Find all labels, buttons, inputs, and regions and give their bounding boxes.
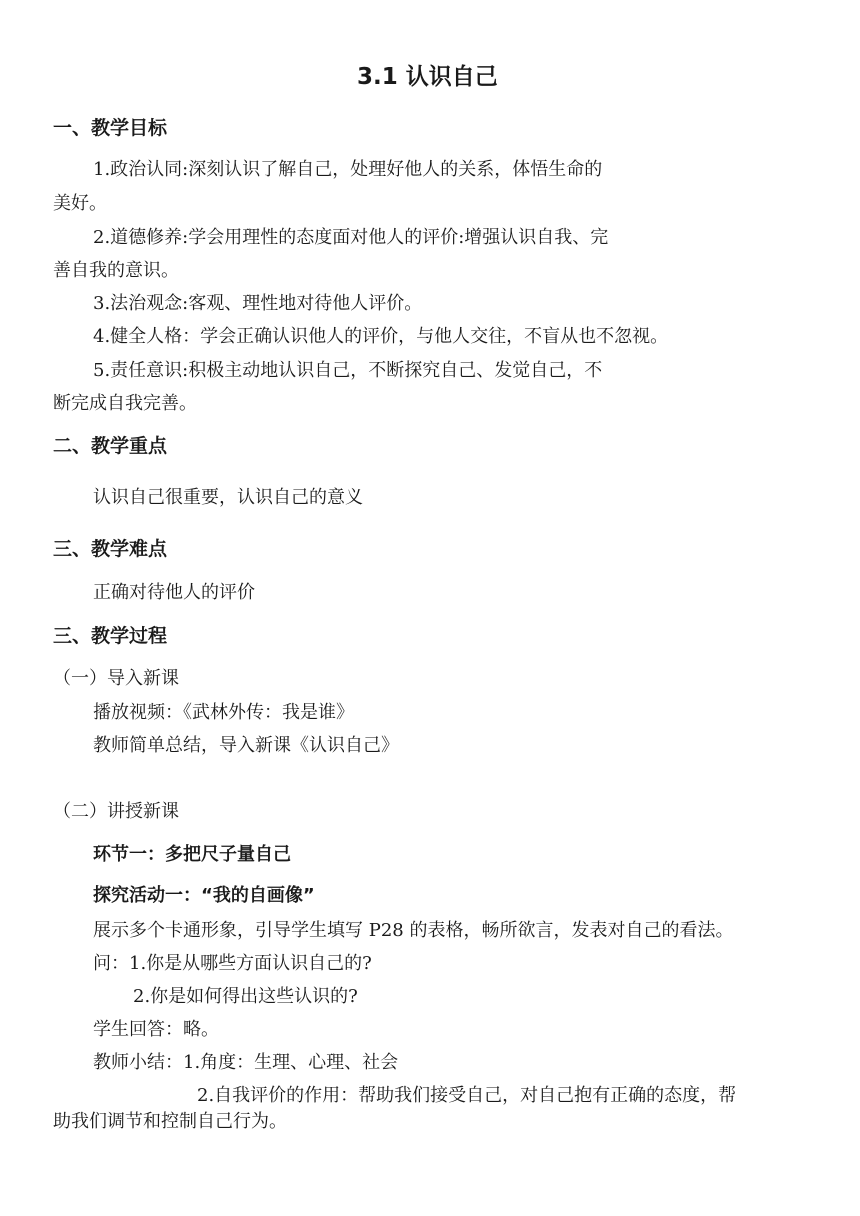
goal-1-line-1: 1.政治认同:深刻认识了解自己，处理好他人的关系，体悟生命的	[93, 159, 603, 180]
student-answer: 学生回答：略。	[93, 1019, 219, 1040]
difficulties-text: 正确对待他人的评价	[93, 582, 255, 603]
activity-text: 展示多个卡通形象，引导学生填写 P28 的表格，畅所欲言，发表对自己的看法。	[93, 920, 734, 941]
segment-title: 环节一：多把尺子量自己	[93, 844, 291, 865]
section-heading-difficulties: 三、教学难点	[53, 538, 168, 560]
goal-2-line-2: 善自我的意识。	[53, 260, 179, 281]
intro-label: （一）导入新课	[53, 668, 179, 689]
intro-line-1: 播放视频：《武林外传：我是谁》	[93, 702, 354, 723]
teacher-summary-2-line-1: 2.自我评价的作用：帮助我们接受自己，对自己抱有正确的态度，帮	[197, 1085, 737, 1106]
goal-5-line-2: 断完成自我完善。	[53, 393, 197, 414]
lecture-label: （二）讲授新课	[53, 801, 179, 822]
question-1: 问：1.你是从哪些方面认识自己的?	[93, 953, 372, 974]
goal-2-line-1: 2.道德修养:学会用理性的态度面对他人的评价:增强认识自我、完	[93, 227, 609, 248]
section-heading-key-points: 二、教学重点	[53, 435, 168, 457]
activity-title: 探究活动一：“我的自画像”	[93, 885, 315, 906]
teacher-summary-1: 教师小结：1.角度：生理、心理、社会	[93, 1052, 399, 1073]
intro-line-2: 教师简单总结，导入新课《认识自己》	[93, 735, 399, 756]
teacher-summary-2-line-2: 助我们调节和控制自己行为。	[53, 1111, 287, 1132]
section-heading-goals: 一、教学目标	[53, 117, 168, 139]
goal-3: 3.法治观念:客观、理性地对待他人评价。	[93, 293, 423, 314]
goal-5-line-1: 5.责任意识:积极主动地认识自己，不断探究自己、发觉自己，不	[93, 360, 603, 381]
question-2: 2.你是如何得出这些认识的?	[133, 986, 358, 1007]
key-points-text: 认识自己很重要，认识自己的意义	[93, 487, 363, 508]
goal-4: 4.健全人格：学会正确认识他人的评价，与他人交往，不盲从也不忽视。	[93, 326, 669, 347]
section-heading-process: 三、教学过程	[53, 625, 168, 647]
page-title: 3.1 认识自己	[357, 64, 498, 90]
goal-1-line-2: 美好。	[53, 193, 107, 214]
